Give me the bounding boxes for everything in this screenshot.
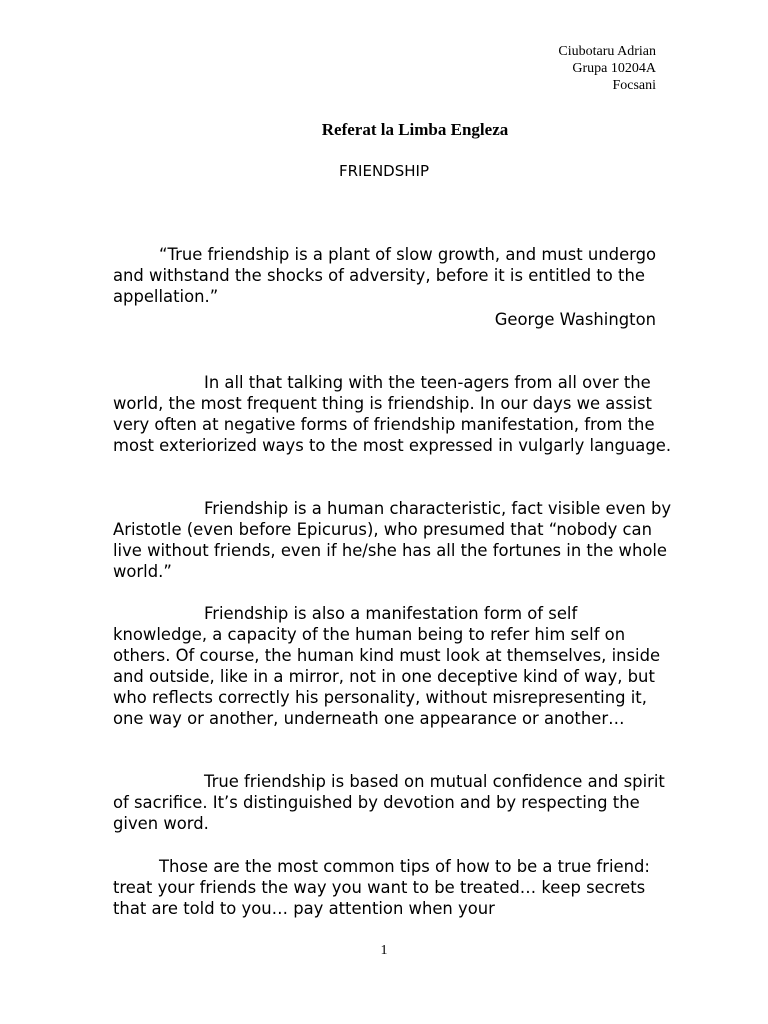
paragraph-text: True friendship is based on mutual confidence and spirit of sacrifice. It’s distinguished by devotion and by respecting the given word. xyxy=(113,772,665,833)
author-name: Ciubotaru Adrian xyxy=(558,44,656,59)
paragraph xyxy=(113,372,673,456)
paragraph-text: Those are the most common tips of how to be a true friend: treat your friends the way you want to be treated… keep secrets that are told to you… pay attention when your xyxy=(113,857,650,918)
paragraph xyxy=(113,771,673,834)
paragraph xyxy=(113,603,673,729)
paragraph-text: Friendship is also a manifestation form of self knowledge, a capacity of the human being to refer him self on others. Of course, the human kind must look at themselves, inside and outside, like in a mirror, not in one deceptive kind of way, but who reflects correctly his personality, without misrepresenting it, one way or another, underneath one appearance or another… xyxy=(113,604,661,728)
paragraph-text: In all that talking with the teen-agers from all over the world, the most frequent thing is friendship. In our days we assist very often at negative forms of friendship manifestation, from the most exteriorized ways to the most expressed in vulgarly language. xyxy=(113,373,672,455)
author-group: Grupa 10204A xyxy=(572,61,656,76)
paragraph-text: Friendship is a human characteristic, fact visible even by Aristotle (even before Epicurus), who presumed that “nobody can live without friends, even if he/she has all the fortunes in the whole world.” xyxy=(113,499,672,581)
author-city: Focsani xyxy=(612,78,656,93)
quote-author: George Washington xyxy=(494,310,656,329)
epigraph-quote xyxy=(113,244,673,307)
document-subtitle: FRIENDSHIP xyxy=(339,162,429,180)
document-title: Referat la Limba Engleza xyxy=(321,120,509,139)
paragraph xyxy=(113,856,673,919)
quote-text: “True friendship is a plant of slow growth, and must undergo and withstand the shocks of adversity, before it is entitled to the appellation.” xyxy=(113,245,657,306)
page-number: 1 xyxy=(380,943,388,958)
paragraph xyxy=(113,498,673,582)
author-header xyxy=(558,43,656,94)
